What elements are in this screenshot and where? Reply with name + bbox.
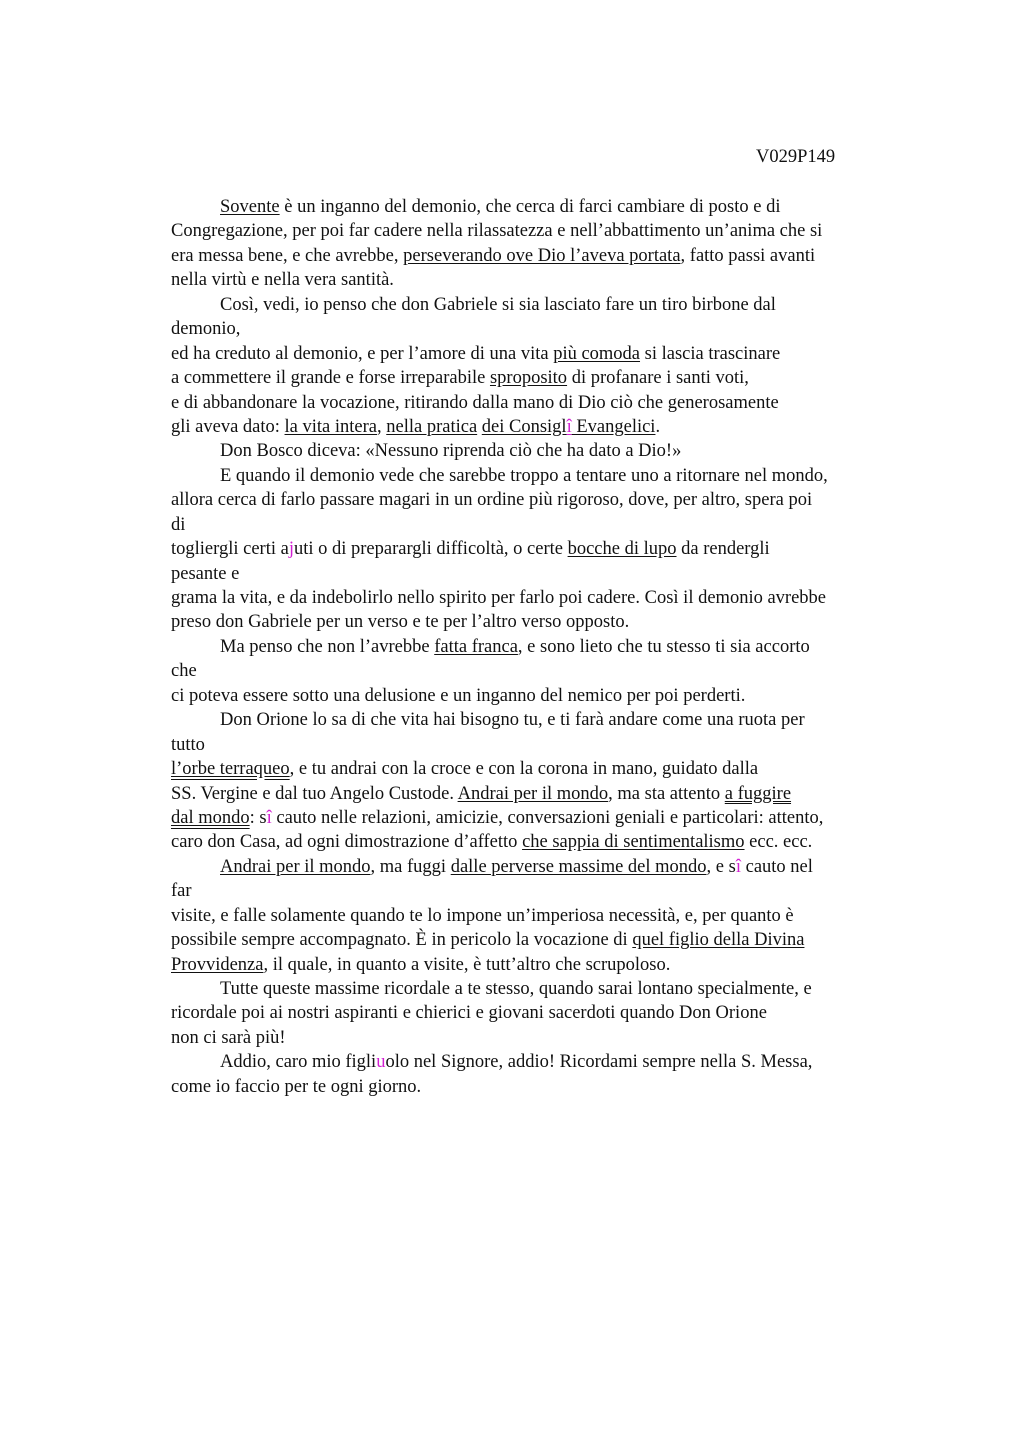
line-9: e di abbandonare la vocazione, ritirando dalla mano di Dio ciò che generosamente xyxy=(171,392,779,413)
line-37: come io faccio per te ogni giorno. xyxy=(171,1076,422,1097)
underlined-phrase: Andrai per il mondo xyxy=(457,783,609,804)
underlined-phrase: bocche di lupo xyxy=(567,539,677,560)
line-15 xyxy=(171,537,911,561)
line-20: che xyxy=(171,661,197,682)
underlined-phrase: dalle perverse massime del mondo xyxy=(450,856,707,877)
line-33: Tutte queste massime ricordale a te stesso, quando sarai lontano specialmente, e xyxy=(220,979,812,999)
text-run: è un inganno del demonio, che cerca di farci cambiare di posto e di xyxy=(279,197,781,217)
underlined-phrase: fatta franca xyxy=(434,636,518,657)
line-25 xyxy=(171,782,911,806)
line-7 xyxy=(171,342,911,366)
line-19 xyxy=(171,635,911,659)
line-14: di xyxy=(171,514,186,535)
highlighted-letter: j xyxy=(288,539,294,560)
highlighted-letter: î xyxy=(266,807,272,828)
line-30: visite, e falle solamente quando te lo impone un’imperiosa necessità, e, per quanto è xyxy=(171,905,794,926)
text-run: a commettere il grande e forse irreparabile xyxy=(171,368,490,389)
text-run: ed ha creduto al demonio, e per l’amore di una vita xyxy=(171,343,554,364)
line-11: Don Bosco diceva: «Nessuno riprenda ciò che ha dato a Dio!» xyxy=(220,441,682,462)
line-12: E quando il demonio vede che sarebbe troppo a tentare uno a ritornare nel mondo, xyxy=(220,465,828,486)
text-run: da rendergli xyxy=(676,539,770,560)
text-run: , fatto passi avanti xyxy=(680,245,816,266)
text-run: Addio, caro mio figli xyxy=(220,1052,377,1073)
underlined-phrase: perseverando ove Dio l’aveva portata xyxy=(403,245,681,266)
line-35: non ci sarà più! xyxy=(171,1027,286,1048)
line-32 xyxy=(171,953,911,977)
line-17: grama la vita, e da indebolirlo nello spirito per farlo poi cadere. Così il demonio avrebbe xyxy=(171,588,826,608)
double-underlined-phrase: dal mondo xyxy=(171,807,250,828)
text-run: togliergli certi a xyxy=(171,539,289,560)
text-run: di profanare i santi voti, xyxy=(567,368,749,389)
line-6: demonio, xyxy=(171,319,241,340)
highlighted-letter: î xyxy=(566,416,572,437)
text-run: cauto nel xyxy=(740,856,813,877)
text-run: , e tu andrai con la croce e con la corona in mano, guidato dalla xyxy=(289,759,759,780)
underlined-phrase: la vita intera xyxy=(284,416,377,437)
line-22: Don Orione lo sa di che vita hai bisogno tu, e ti farà andare come una ruota per xyxy=(220,710,805,731)
text-run: , il quale, in quanto a visite, è tutt’altro che scrupoloso. xyxy=(263,954,671,975)
page-id: V029P149 xyxy=(756,147,836,167)
double-underlined-phrase: l’orbe terraqueo xyxy=(171,759,290,780)
line-24 xyxy=(171,757,911,781)
line-1 xyxy=(171,195,911,219)
line-31 xyxy=(171,928,911,952)
line-21: ci poteva essere sotto una delusione e un inganno del nemico per poi perderti. xyxy=(171,685,746,706)
text-run: Ma penso che non l’avrebbe xyxy=(220,636,435,657)
text-run: , e s xyxy=(706,856,736,877)
text-run: SS. Vergine e dal tuo Angelo Custode. xyxy=(171,783,458,804)
line-13: allora cerca di farlo passare magari in un ordine più rigoroso, dove, per altro, spera poi xyxy=(171,490,813,511)
text-run: . xyxy=(655,416,661,437)
line-16: pesante e xyxy=(171,563,240,584)
line-2: Congregazione, per poi far cadere nella rilassatezza e nell’abbattimento un’anima che si xyxy=(171,221,823,242)
text-run: ecc. ecc. xyxy=(744,832,813,853)
line-23: tutto xyxy=(171,734,205,755)
line-34: ricordale poi ai nostri aspiranti e chierici e giovani sacerdoti quando Don Orione xyxy=(171,1003,767,1024)
line-4: nella virtù e nella vera santità. xyxy=(171,270,394,291)
line-10 xyxy=(171,415,911,439)
underlined-phrase: più comoda xyxy=(553,343,641,364)
underlined-phrase: dei Consigl xyxy=(481,416,567,437)
text-run: , xyxy=(377,416,387,437)
line-18: preso don Gabriele per un verso e te per l’altro verso opposto. xyxy=(171,612,630,633)
text-run: : s xyxy=(249,807,267,828)
text-run: era messa bene, e che avrebbe, xyxy=(171,245,404,266)
text-run: gli aveva dato: xyxy=(171,416,285,437)
highlighted-letter: u xyxy=(376,1052,386,1073)
underlined-phrase: Evangelici xyxy=(571,416,656,437)
text-run: , ma fuggi xyxy=(370,856,451,877)
underlined-phrase: Andrai per il mondo xyxy=(220,856,371,877)
text-run: , ma sta attento xyxy=(608,783,725,804)
text-run: olo nel Signore, addio! Ricordami sempre nella S. Messa, xyxy=(385,1052,813,1073)
line-5: Così, vedi, io penso che don Gabriele si sia lasciato fare un tiro birbone dal xyxy=(220,294,776,315)
underlined-phrase: nella pratica xyxy=(386,416,478,437)
line-26 xyxy=(171,806,911,830)
text-run: possibile sempre accompagnato. È in pericolo la vocazione di xyxy=(171,930,633,951)
underlined-phrase: Sovente xyxy=(220,197,280,217)
letter-body xyxy=(171,195,911,1099)
line-3 xyxy=(171,244,911,268)
text-run: uti o di preparargli difficoltà, o certe xyxy=(293,539,568,560)
line-29: far xyxy=(171,881,192,902)
text-run: caro don Casa, ad ogni dimostrazione d’affetto xyxy=(171,832,523,853)
double-underlined-phrase: a fuggire xyxy=(724,783,792,804)
line-8 xyxy=(171,366,911,390)
underlined-phrase: Provvidenza xyxy=(171,954,264,975)
underlined-phrase: sproposito xyxy=(489,368,568,389)
text-run: , e sono lieto che tu stesso ti sia accorto xyxy=(517,636,810,657)
line-36 xyxy=(171,1050,911,1074)
text-run: cauto nelle relazioni, amicizie, conversazioni geniali e particolari: attento, xyxy=(271,807,824,828)
text-run: si lascia trascinare xyxy=(640,343,781,364)
line-27 xyxy=(171,830,911,854)
highlighted-letter: î xyxy=(735,856,741,877)
line-28 xyxy=(171,855,911,879)
underlined-phrase: quel figlio della Divina xyxy=(632,930,805,951)
underlined-phrase: che sappia di sentimentalismo xyxy=(522,832,745,853)
